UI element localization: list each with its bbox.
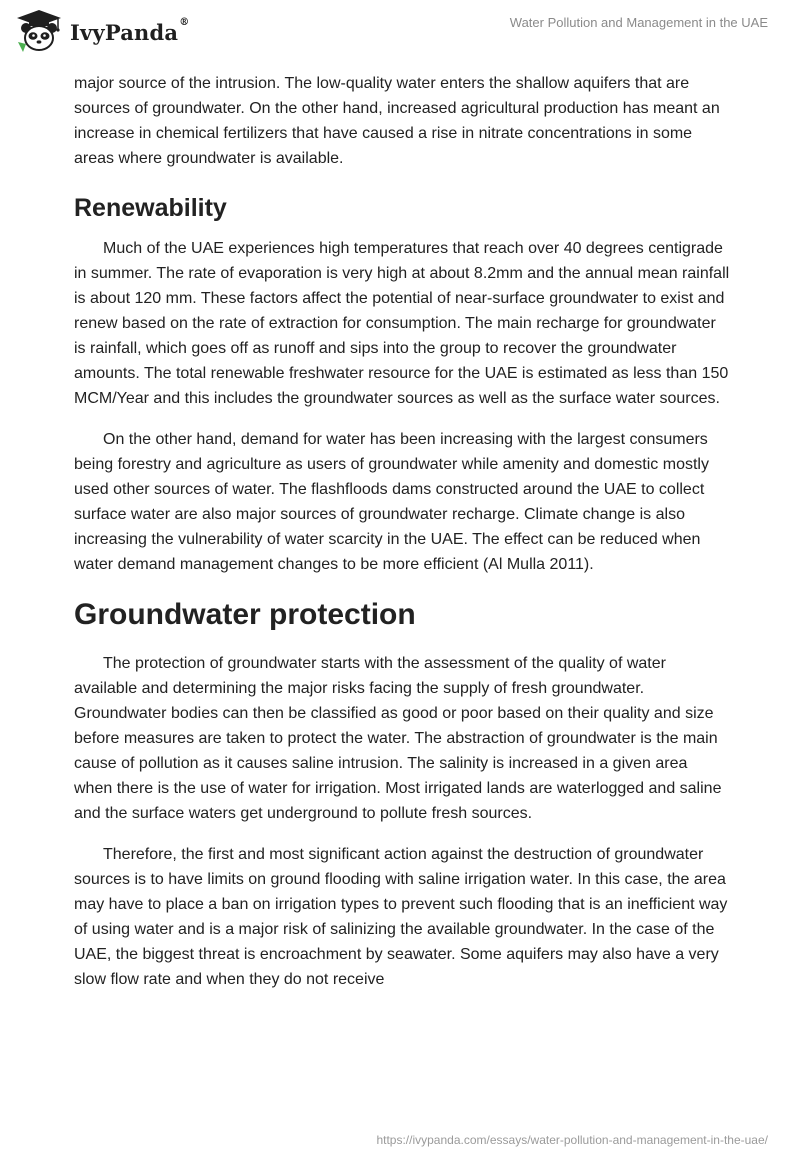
section-heading-groundwater-protection: Groundwater protection	[74, 598, 416, 631]
section-heading-renewability: Renewability	[74, 194, 227, 222]
document-title: Water Pollution and Management in the UAE	[509, 15, 768, 30]
page-header	[0, 0, 800, 64]
essay-content	[74, 71, 730, 992]
logo-text: IvyPanda	[70, 19, 179, 45]
renewability-paragraph-1: Much of the UAE experiences high temperatures that reach over 40 degrees centigrade in summer. The rate of evaporation is very high at about 8.2mm and the annual mean rainfall is about 120 mm. These factors affect the potential of near-surface groundwater to exist and renew based on the rate of extraction for consumption. The main recharge for groundwater is rainfall, which goes off as runoff and sips into the group to recover the groundwater amounts. The total renewable freshwater resource for the UAE is estimated as less than 150 MCM/Year and this includes the groundwater sources as well as the surface water sources.	[74, 240, 730, 407]
renewability-paragraph-2: On the other hand, demand for water has been increasing with the largest consumers being forestry and agriculture as users of groundwater while amenity and domestic mostly used other sources of water. The flashfloods dams constructed around the UAE to collect surface water are also major sources of groundwater recharge. Climate change is also increasing the vulnerability of water scarcity in the UAE. The effect can be reduced when water demand management changes to be more efficient (Al Mulla 2011).	[74, 431, 709, 573]
panda-graduate-icon	[14, 8, 64, 54]
protection-paragraph-1: The protection of groundwater starts with the assessment of the quality of water available and determining the major risks facing the supply of fresh groundwater. Groundwater bodies can then be classified as good or poor based on their quality and size before measures are taken to protect the water. The abstraction of groundwater is the main cause of pollution as it causes saline intrusion. The salinity is increased in a given area when there is the use of water for irrigation. Most irrigated lands are waterlogged and saline and the surface waters get underground to pollute fresh sources.	[74, 655, 722, 822]
logo-registered-mark: ®	[179, 16, 190, 28]
protection-paragraph-2: Therefore, the first and most significant action against the destruction of groundwater sources is to have limits on ground flooding with saline irrigation water. In this case, the area may have to place a ban on irrigation types to prevent such flooding that is an inefficient way of using water and is a major risk of salinizing the available groundwater. In the case of the UAE, the biggest threat is encroachment by seawater. Some aquifers may also have a very slow flow rate and when they do not receive	[74, 846, 728, 988]
ivypanda-logo[interactable]	[14, 8, 189, 54]
intro-paragraph: major source of the intrusion. The low-quality water enters the shallow aquifers that are sources of groundwater. On the other hand, increased agricultural production has meant an increase in chemical fertilizers that have caused a rise in nitrate concentrations in some areas where groundwater is available.	[74, 75, 720, 167]
source-url[interactable]: https://ivypanda.com/essays/water-pollution-and-management-in-the-uae/	[376, 1133, 768, 1147]
